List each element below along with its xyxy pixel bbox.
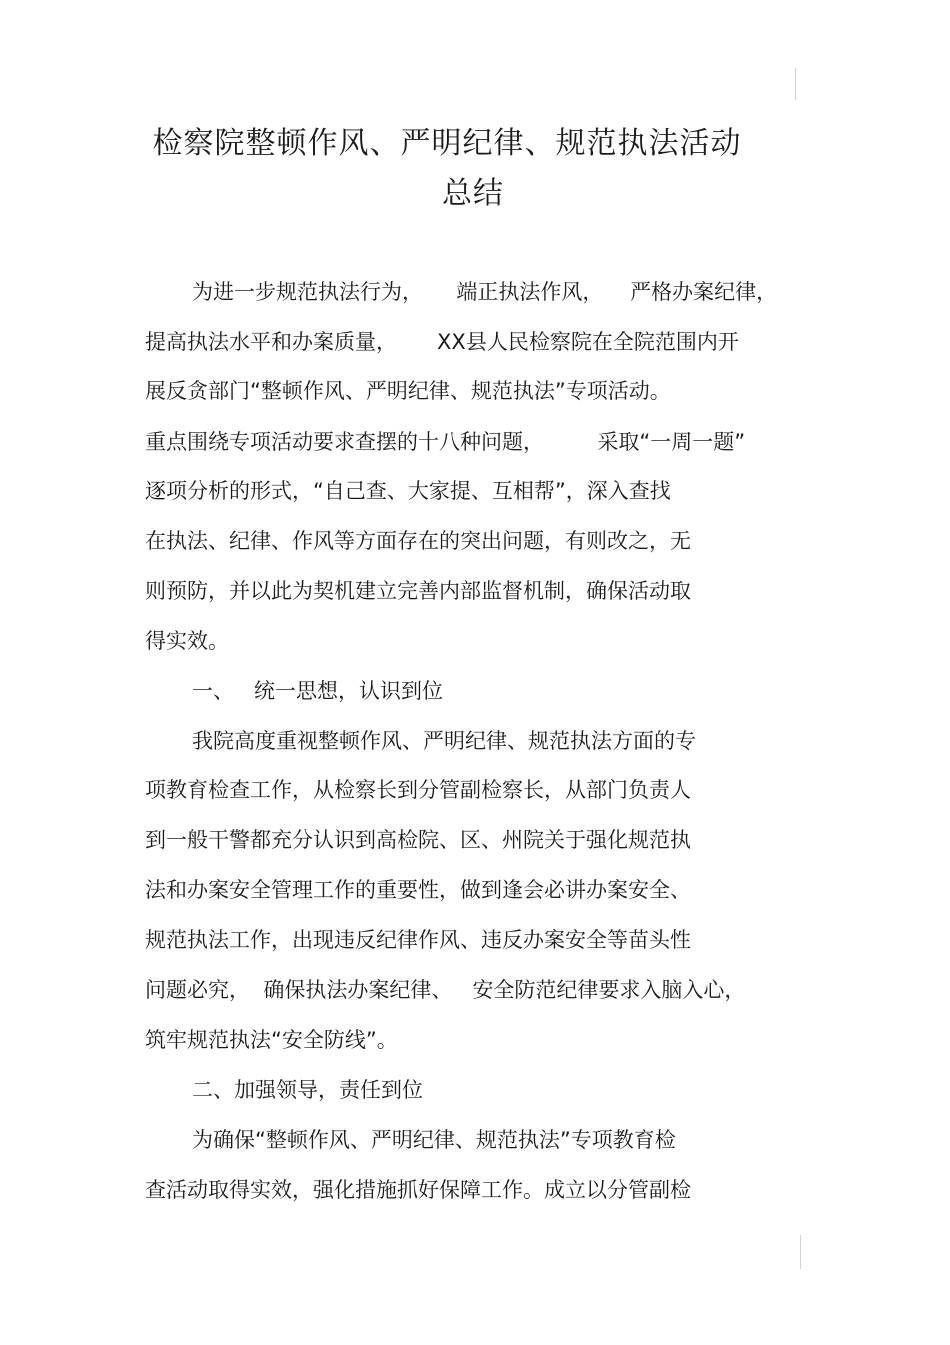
section-heading: 一、 统一思想，认识到位 [192,679,444,703]
paragraph-line: 则预防，并以此为契机建立完善内部监督机制，确保活动取 [145,579,691,603]
paragraph-line: 得实效。 [145,629,229,653]
paragraph-line: 到一般干警都充分认识到高检院、区、州院关于强化规范执 [145,828,691,852]
paragraph-line: 规范执法工作，出现违反纪律作风、违反办案安全等苗头性 [145,928,691,952]
document-title-line2: 总结 [442,176,504,211]
paragraph-line: 逐项分析的形式，“自己查、大家提、互相帮”，深入查找 [145,479,671,503]
page-edge-mark-bottom [800,1235,801,1269]
paragraph-line: 问题必究， 确保执法办案纪律、 安全防范纪律要求入脑入心， [145,978,746,1002]
paragraph-line: 我院高度重视整顿作风、严明纪律、规范执法方面的专 [192,729,696,753]
section-heading: 二、加强领导，责任到位 [192,1078,423,1102]
paragraph-line: 展反贪部门“整顿作风、严明纪律、规范执法”专项活动。 [145,379,671,403]
paragraph-line: 筑牢规范执法“安全防线”。 [145,1028,398,1052]
paragraph-line: 法和办案安全管理工作的重要性，做到逢会必讲办案安全、 [145,878,691,902]
paragraph-line: 为确保“整顿作风、严明纪律、规范执法”专项教育检 [192,1128,676,1152]
paragraph-line: 重点围绕专项活动要求查摆的十八种问题， 采取“一周一题” [145,430,746,454]
paragraph-line: 项教育检查工作，从检察长到分管副检察长，从部门负责人 [145,778,691,802]
paragraph-line: 提高执法水平和办案质量， XX县人民检察院在全院范围内开 [145,330,739,354]
page-edge-mark-top [795,68,796,100]
paragraph-line: 为进一步规范执法行为， 端正执法作风， 严格办案纪律， [192,280,778,304]
paragraph-line: 在执法、纪律、作风等方面存在的突出问题，有则改之，无 [145,529,691,553]
document-title-line1: 检察院整顿作风、严明纪律、规范执法活动 [152,126,742,161]
paragraph-line: 查活动取得实效，强化措施抓好保障工作。成立以分管副检 [145,1178,691,1202]
